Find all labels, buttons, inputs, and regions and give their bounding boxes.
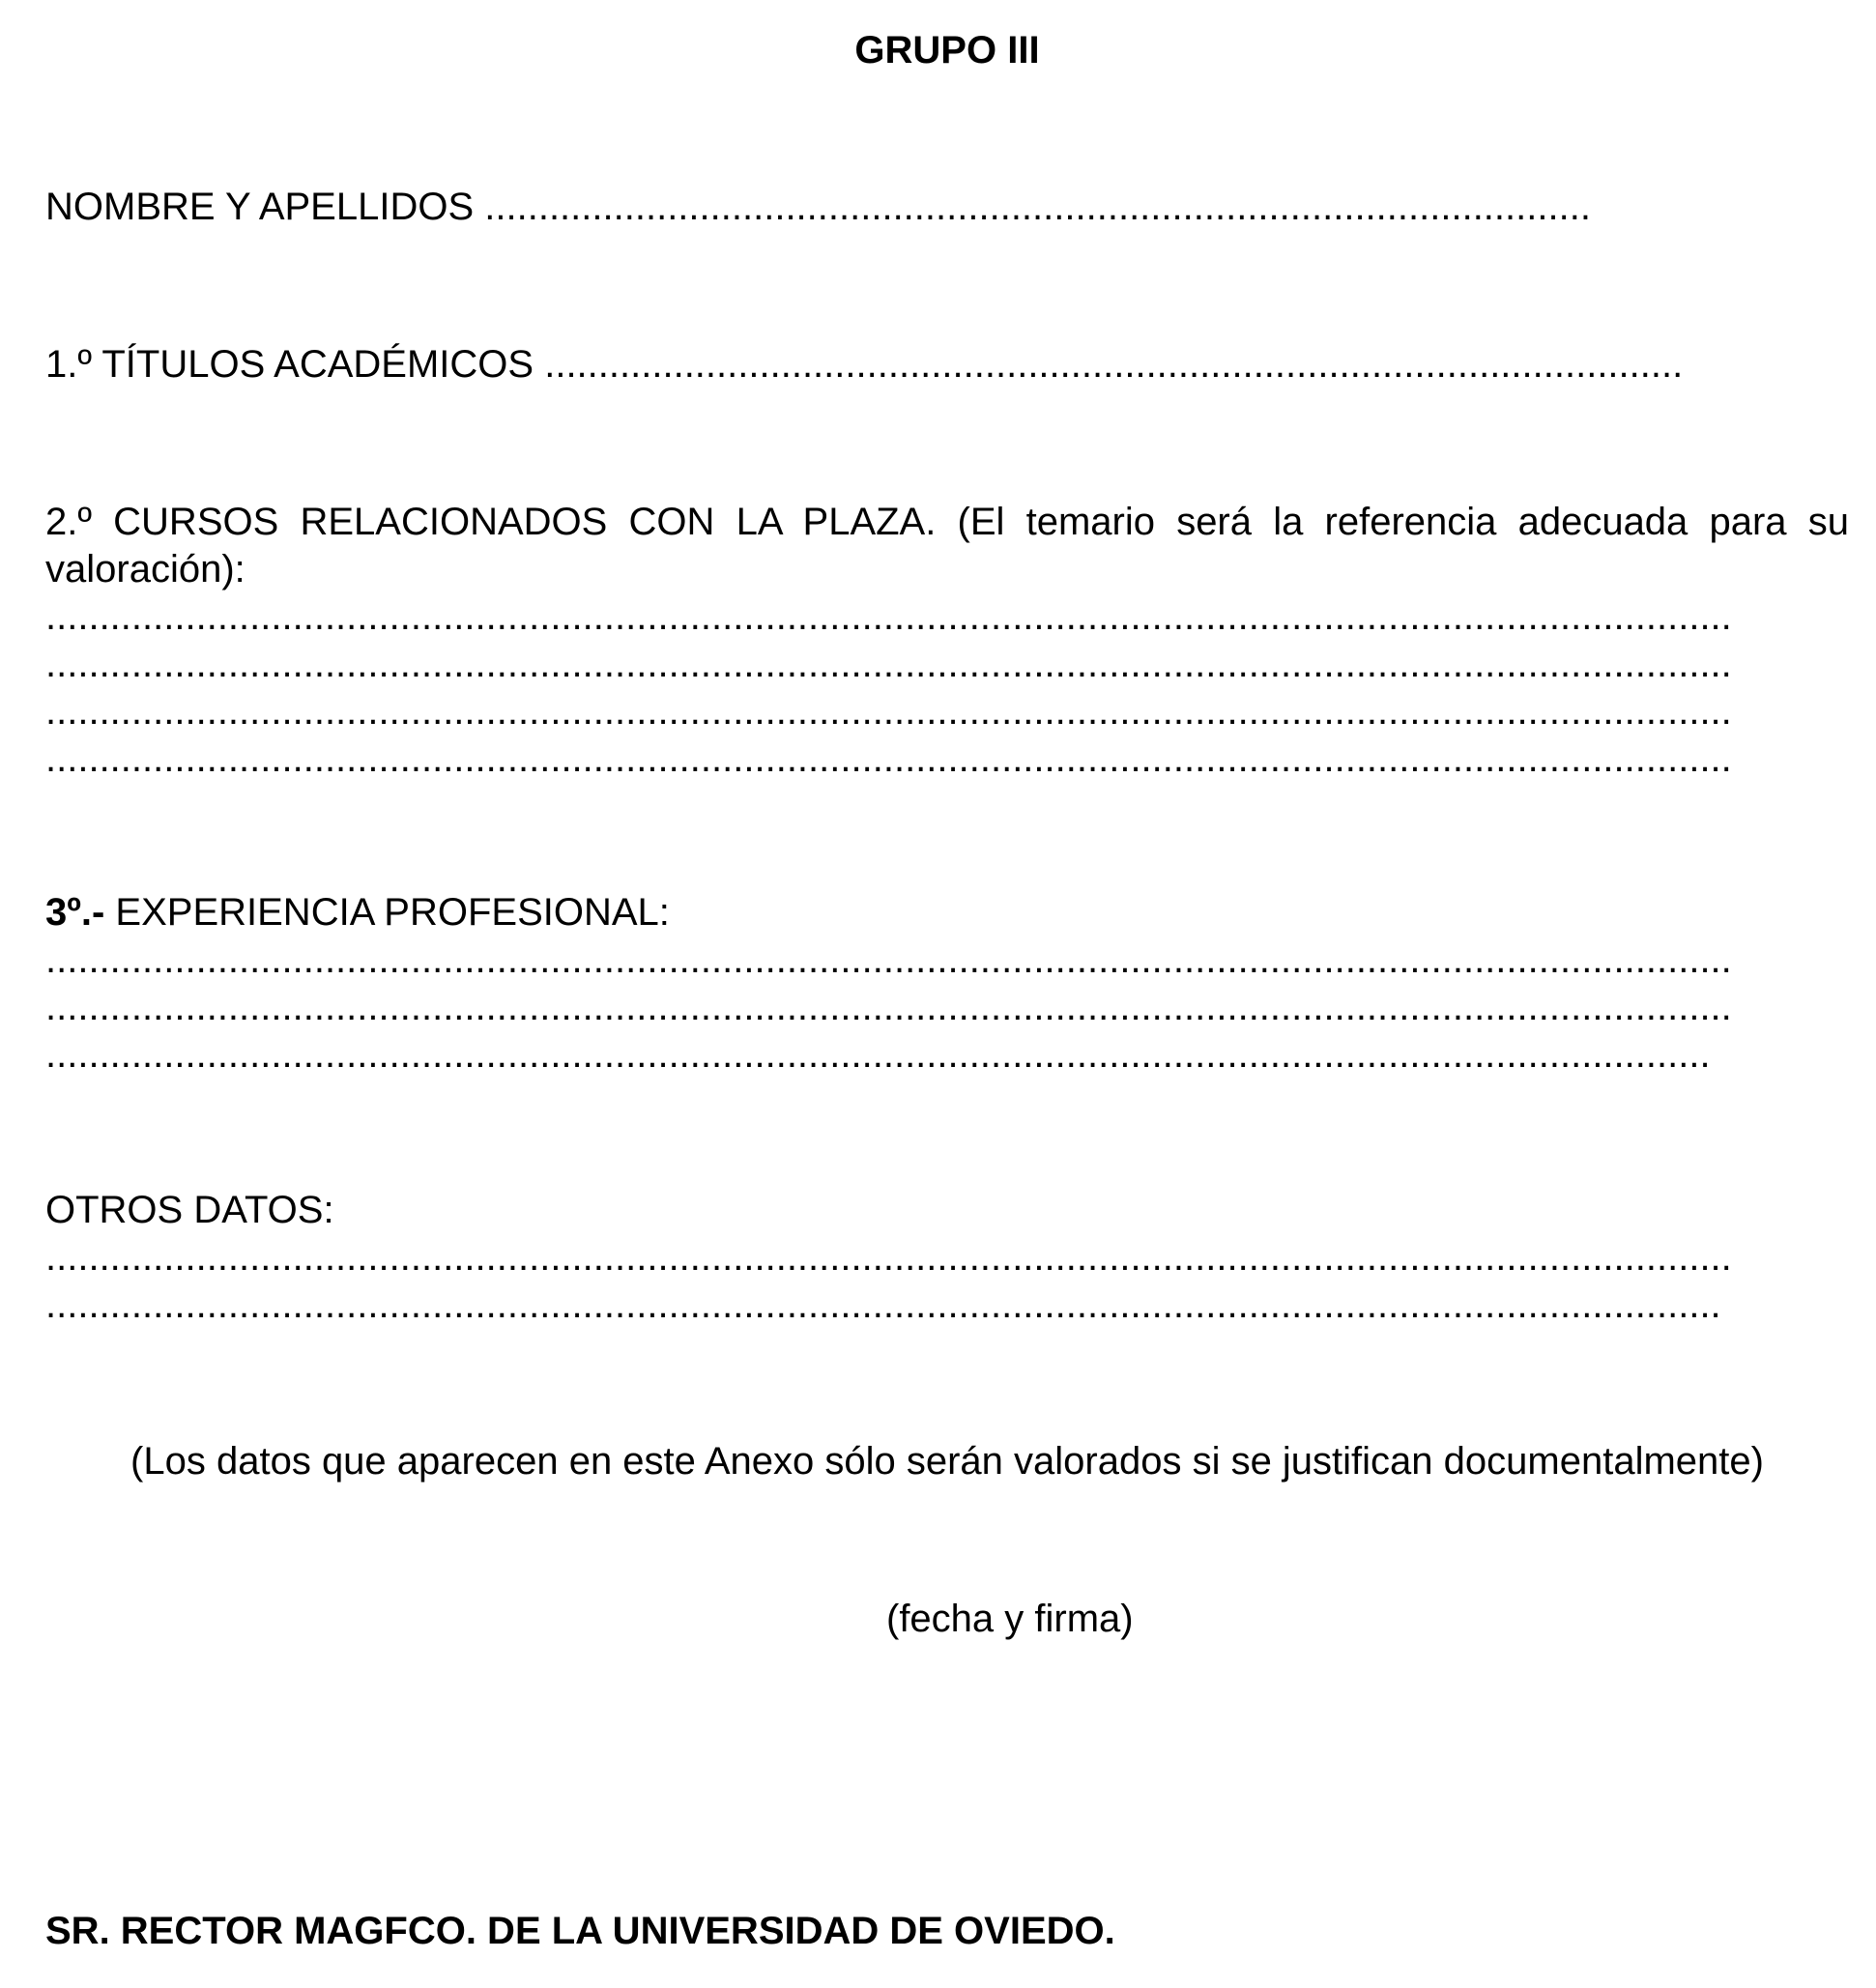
otros-dot-line: ............................................................................................................................................................	[45, 1283, 1721, 1326]
page-title: GRUPO III	[854, 29, 1040, 72]
experiencia-dot-line: .............................................................................................................................................................	[45, 986, 1732, 1028]
addressee: SR. RECTOR MAGFCO. DE LA UNIVERSIDAD DE OVIEDO.	[45, 1910, 1115, 1952]
titulos-dots: ..........................................................................................................	[544, 343, 1684, 386]
titulos-label: 1.º TÍTULOS ACADÉMICOS	[45, 343, 545, 386]
nombre-field	[45, 184, 1591, 230]
cursos-heading-line1: 2.º CURSOS RELACIONADOS CON LA PLAZA. (El temario será la referencia adecuada para su	[45, 501, 1849, 543]
cursos-dot-line: .............................................................................................................................................................	[45, 595, 1732, 638]
cursos-dot-line: .............................................................................................................................................................	[45, 690, 1732, 733]
experiencia-dot-line: ...........................................................................................................................................................	[45, 1033, 1711, 1076]
signature-hint: (fecha y firma)	[886, 1598, 1134, 1640]
titulos-field	[45, 341, 1683, 388]
nombre-label: NOMBRE Y APELLIDOS	[45, 186, 485, 228]
otros-dot-line: .............................................................................................................................................................	[45, 1236, 1732, 1279]
experiencia-dot-line: .............................................................................................................................................................	[45, 938, 1732, 981]
nombre-dots: .......................................................................................................	[484, 186, 1591, 228]
experiencia-heading	[45, 889, 670, 936]
justification-note: (Los datos que aparecen en este Anexo sólo serán valorados si se justifican documentalmente)	[130, 1440, 1764, 1483]
cursos-dot-line: .............................................................................................................................................................	[45, 737, 1732, 780]
experiencia-number: 3º.-	[45, 891, 105, 934]
cursos-dot-line: .............................................................................................................................................................	[45, 643, 1732, 685]
otros-heading: OTROS DATOS:	[45, 1189, 334, 1231]
cursos-heading-line2: valoración):	[45, 548, 245, 591]
experiencia-label: EXPERIENCIA PROFESIONAL:	[104, 891, 670, 934]
